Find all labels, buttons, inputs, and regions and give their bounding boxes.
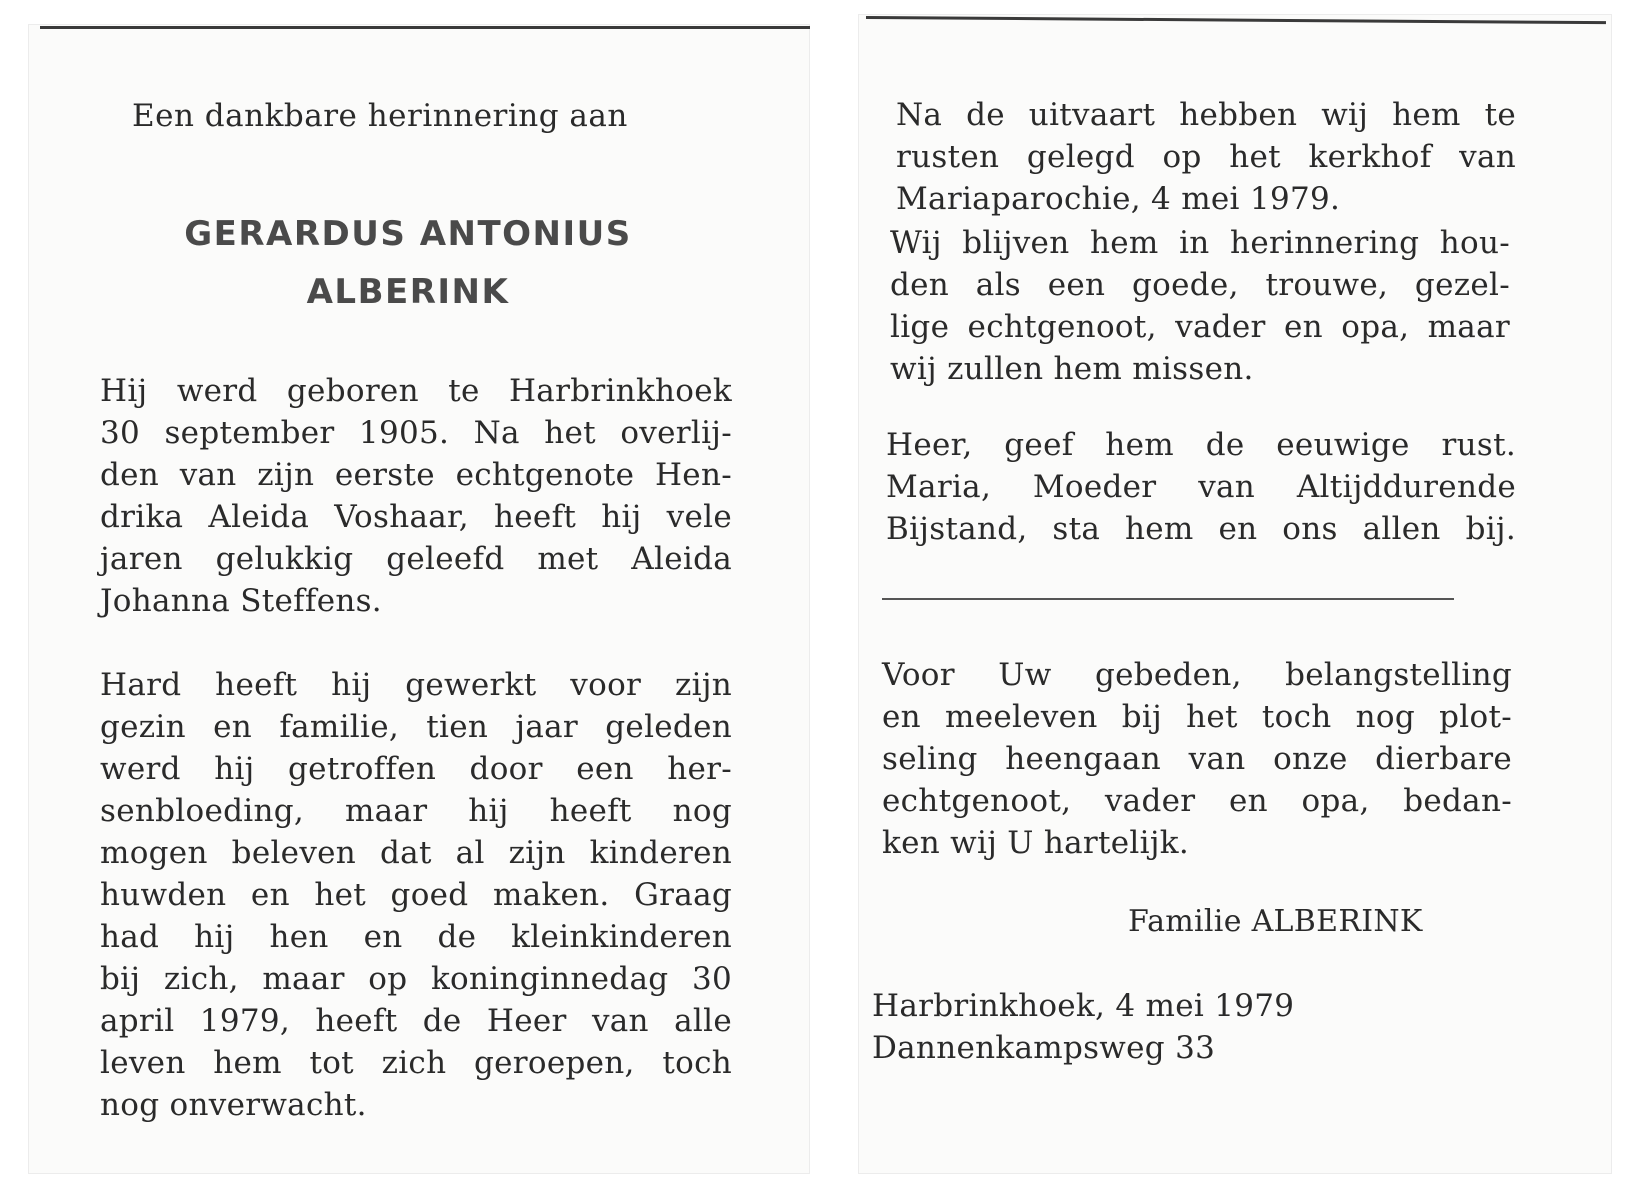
text-line: 30 september 1905. Na het overlij- [100,415,732,451]
text-line: senbloeding, maar hij heeft nog [100,793,732,829]
text-line: drika Aleida Voshaar, heeft hij vele [100,499,732,535]
biography-paragraph-2 [100,664,732,1126]
text-line: seling heengaan van onze dierbare [882,741,1512,777]
text-line: den als een goede, trouwe, gezel- [890,267,1510,303]
left-card [28,24,810,1174]
text-line: Hard heeft hij gewerkt voor zijn [100,667,732,703]
text-line: jaren gelukkig geleefd met Aleida [100,541,732,577]
family-signature: Familie ALBERINK [1128,904,1423,939]
text-line: mogen beleven dat al zijn kinderen [100,835,732,871]
text-line: huwden en het goed maken. Graag [100,877,732,913]
text-line: had hij hen en de kleinkinderen [100,919,732,955]
text-line: echtgenoot, vader en opa, bedan- [882,783,1512,819]
text-line: Bijstand, sta hem en ons allen bij. [886,511,1516,547]
deceased-first-names: GERARDUS ANTONIUS [184,214,632,254]
remembrance-paragraph [890,222,1510,390]
text-line: Na de uitvaart hebben wij hem te [896,97,1516,133]
text-line: Maria, Moeder van Altijddurende [886,469,1516,505]
text-line: werd hij getroffen door een her- [100,751,732,787]
text-line: Johanna Steffens. [100,583,382,619]
top-rule [866,16,1606,24]
prayer-paragraph [886,424,1516,550]
text-line: Heer, geef hem de eeuwige rust. [886,427,1516,463]
deceased-surname: ALBERINK [306,272,510,312]
text-line: Mariaparochie, 4 mei 1979. [896,181,1341,217]
text-line: den van zijn eerste echtgenote Hen- [100,457,732,493]
text-line: nog onverwacht. [100,1087,367,1123]
address: Dannenkampsweg 33 [872,1030,1216,1066]
text-line: lige echtgenoot, vader en opa, maar [890,309,1510,345]
text-line: gezin en familie, tien jaar geleden [100,709,732,745]
text-line: leven hem tot zich geroepen, toch [100,1045,732,1081]
text-line: bij zich, maar op koninginnedag 30 [100,961,732,997]
text-line: Hij werd geboren te Harbrinkhoek [100,373,732,409]
text-line: ken wij U hartelijk. [882,825,1189,861]
text-line: april 1979, heeft de Heer van alle [100,1003,732,1039]
text-line: Wij blijven hem in herinnering hou- [890,225,1510,261]
text-line: Voor Uw gebeden, belangstelling [882,657,1512,693]
opening-line: Een dankbare herinnering aan [132,98,628,134]
top-rule [40,26,810,29]
place-and-date: Harbrinkhoek, 4 mei 1979 [872,988,1295,1024]
text-line: rusten gelegd op het kerkhof van [896,139,1516,175]
biography-paragraph-1 [100,370,732,622]
text-line: en meeleven bij het toch nog plot- [882,699,1512,735]
text-line: wij zullen hem missen. [890,351,1254,387]
thanks-paragraph [882,654,1512,864]
right-card [858,14,1612,1174]
burial-paragraph [896,94,1516,220]
divider-rule [882,598,1454,600]
